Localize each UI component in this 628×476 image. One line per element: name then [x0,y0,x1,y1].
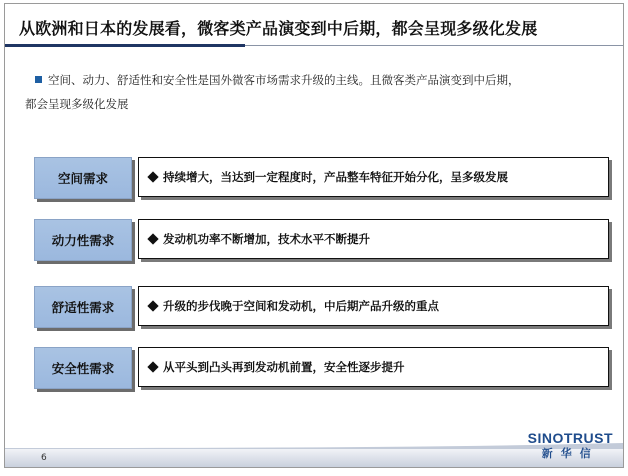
logo-chinese: 新华信 [541,447,599,460]
diamond-bullet-icon [147,171,158,182]
diamond-bullet-icon [147,233,158,244]
requirement-description [138,219,609,259]
requirement-row [31,219,611,261]
requirement-label: 安全性需求 [34,347,132,389]
requirement-label: 空间需求 [34,157,132,199]
page-number: 6 [41,453,47,463]
requirement-text: 升级的步伐晚于空间和发动机，中后期产品升级的重点 [163,299,439,313]
diamond-bullet-icon [147,300,158,311]
requirement-description [138,286,609,326]
requirement-label: 动力性需求 [34,219,132,261]
title-underline-dark [5,44,245,47]
requirement-text: 持续增大，当达到一定程度时，产品整车特征开始分化，呈多级发展 [163,170,508,184]
requirement-label: 舒适性需求 [34,286,132,328]
intro-paragraph [25,68,615,116]
requirement-row [31,157,611,199]
requirement-row [31,347,611,389]
slide-title: 从欧洲和日本的发展看，微客类产品演变到中后期，都会呈现多级化发展 [19,19,538,38]
intro-line-1 [35,68,615,92]
diamond-bullet-icon [147,361,158,372]
intro-text-1: 空间、动力、舒适性和安全性是国外微客市场需求升级的主线。且微客类产品演变到中后期， [48,73,520,87]
logo-english: SINOTRUST [527,430,613,446]
requirement-description [138,157,609,197]
square-bullet-icon [35,76,42,83]
requirement-description [138,347,609,387]
intro-text-2: 都会呈现多级化发展 [25,97,129,111]
requirement-row [31,286,611,328]
requirement-text: 从平头到凸头再到发动机前置，安全性逐步提升 [163,360,405,374]
title-underline [5,44,624,48]
company-logo [528,430,613,461]
slide [4,3,624,468]
requirement-text: 发动机功率不断增加，技术水平不断提升 [163,232,370,246]
title-underline-light [245,45,624,46]
